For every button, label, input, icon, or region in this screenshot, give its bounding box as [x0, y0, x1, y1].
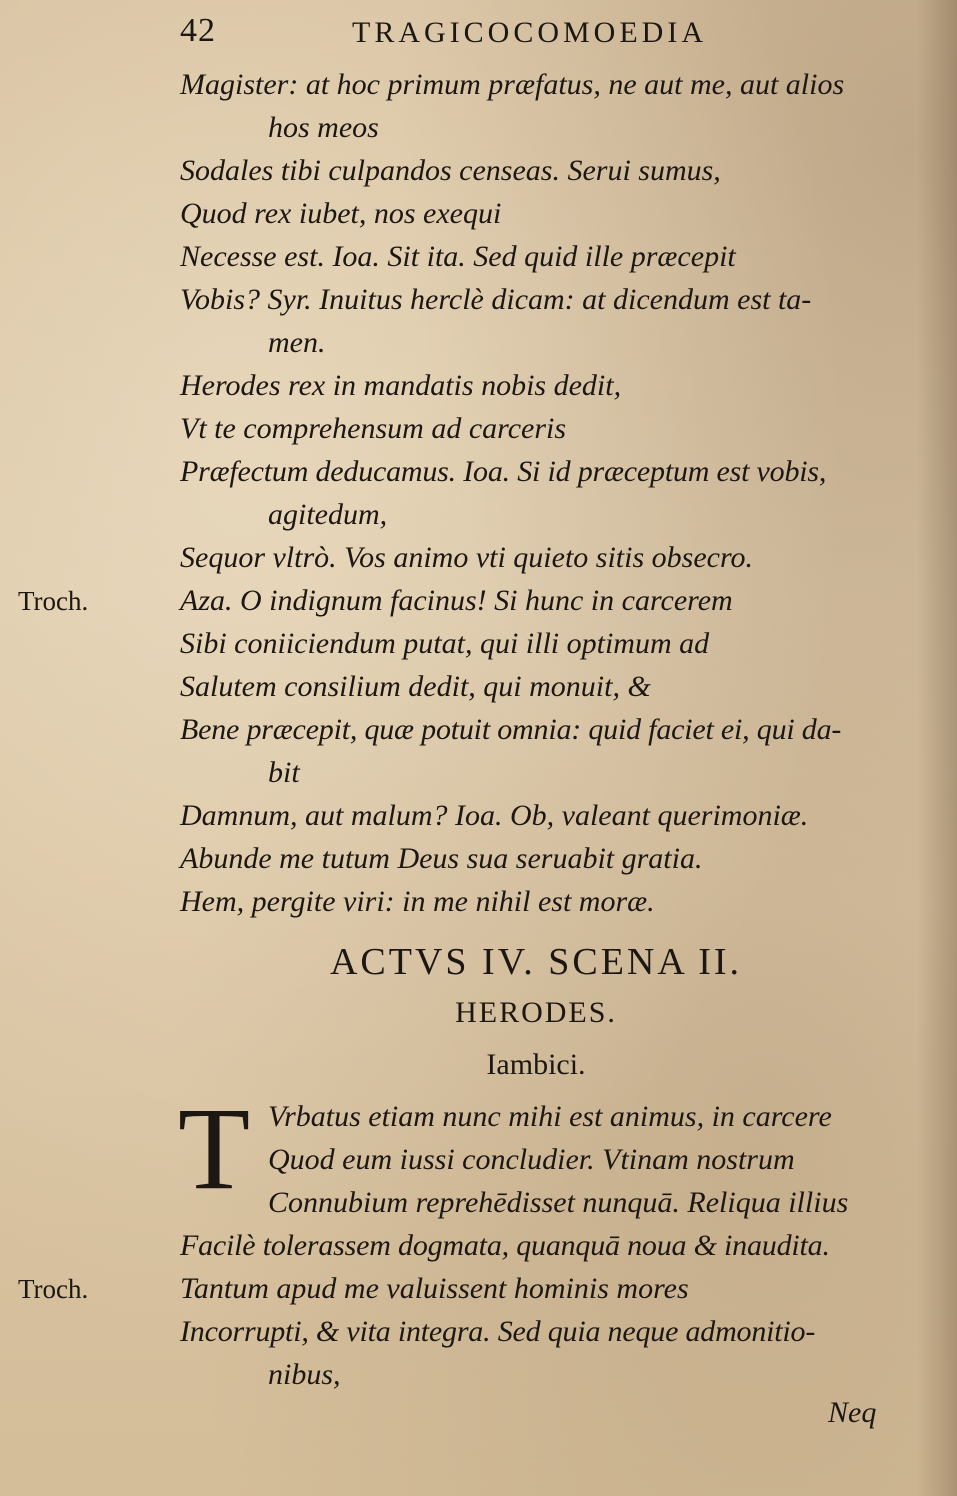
- verse-line-21: Tantum apud me valuissent hominis mores: [180, 1272, 689, 1305]
- margin-note-troch-2: Troch.: [18, 1274, 89, 1304]
- verse-line-20: Facilè tolerassem dogmata, quanquā noua & inaudita.: [180, 1229, 830, 1262]
- verse-line-13: Bene præcepit, quæ potuit omnia: quid faciet ei, qui da-: [180, 713, 842, 746]
- verse-line-14: Damnum, aut malum? Ioa. Ob, valeant querimoniæ.: [180, 799, 809, 832]
- margin-note-troch-1: Troch.: [18, 586, 89, 616]
- verse-line-18: Quod eum iussi concludier. Vtinam nostrum: [268, 1143, 795, 1176]
- page-header: [0, 10, 957, 58]
- verse-line-22: Incorrupti, & vita integra. Sed quia neque admonitio-: [180, 1315, 816, 1348]
- drop-cap: T: [178, 1083, 251, 1214]
- act-scene-heading: ACTVS IV. SCENA II.: [329, 941, 743, 983]
- verse-line-9: Sequor vltrò. Vos animo vti quieto sitis obsecro.: [180, 541, 754, 574]
- verse-line-8: Præfectum deducamus. Ioa. Si id præceptum est vobis,: [180, 455, 827, 488]
- verse-line-10: Aza. O indignum facinus! Si hunc in carcerem: [180, 584, 733, 617]
- verse-line-2: Sodales tibi culpandos censeas. Serui sumus,: [180, 154, 721, 187]
- verse-line-16: Hem, pergite viri: in me nihil est moræ.: [180, 885, 655, 918]
- verse-line-1: Magister: at hoc primum præfatus, ne aut me, aut alios: [180, 68, 845, 101]
- verse-line-22-cont: nibus,: [268, 1358, 341, 1391]
- verse-line-15: Abunde me tutum Deus sua seruabit gratia.: [180, 842, 703, 875]
- catchword: Neq: [828, 1396, 877, 1429]
- verse-line-19: Connubium reprehēdisset nunquā. Reliqua illius: [268, 1186, 849, 1219]
- running-head: TRAGICOCOMOEDIA: [352, 16, 707, 49]
- verse-line-13-cont: bit: [268, 756, 300, 789]
- speaker-heading: HERODES.: [455, 996, 617, 1029]
- page-edge-shadow: [917, 0, 957, 1496]
- verse-line-17: Vrbatus etiam nunc mihi est animus, in carcere: [268, 1100, 832, 1133]
- verse-line-3: Quod rex iubet, nos exequi: [180, 197, 502, 230]
- verse-line-1-cont: hos meos: [268, 111, 379, 144]
- verse-line-8-cont: agitedum,: [268, 498, 388, 531]
- verse-line-11: Sibi coniiciendum putat, qui illi optimum ad: [180, 627, 710, 660]
- verse-line-4: Necesse est. Ioa. Sit ita. Sed quid ille præcepit: [180, 240, 736, 273]
- page-number: 42: [180, 12, 216, 49]
- verse-line-12: Salutem consilium dedit, qui monuit, &: [180, 670, 651, 703]
- verse-line-5-cont: men.: [268, 326, 326, 359]
- verse-line-6: Herodes rex in mandatis nobis dedit,: [180, 369, 622, 402]
- verse-line-7: Vt te comprehensum ad carceris: [180, 412, 567, 445]
- verse-line-5: Vobis? Syr. Inuitus herclè dicam: at dicendum est ta-: [180, 283, 812, 316]
- meter-heading: Iambici.: [486, 1048, 586, 1081]
